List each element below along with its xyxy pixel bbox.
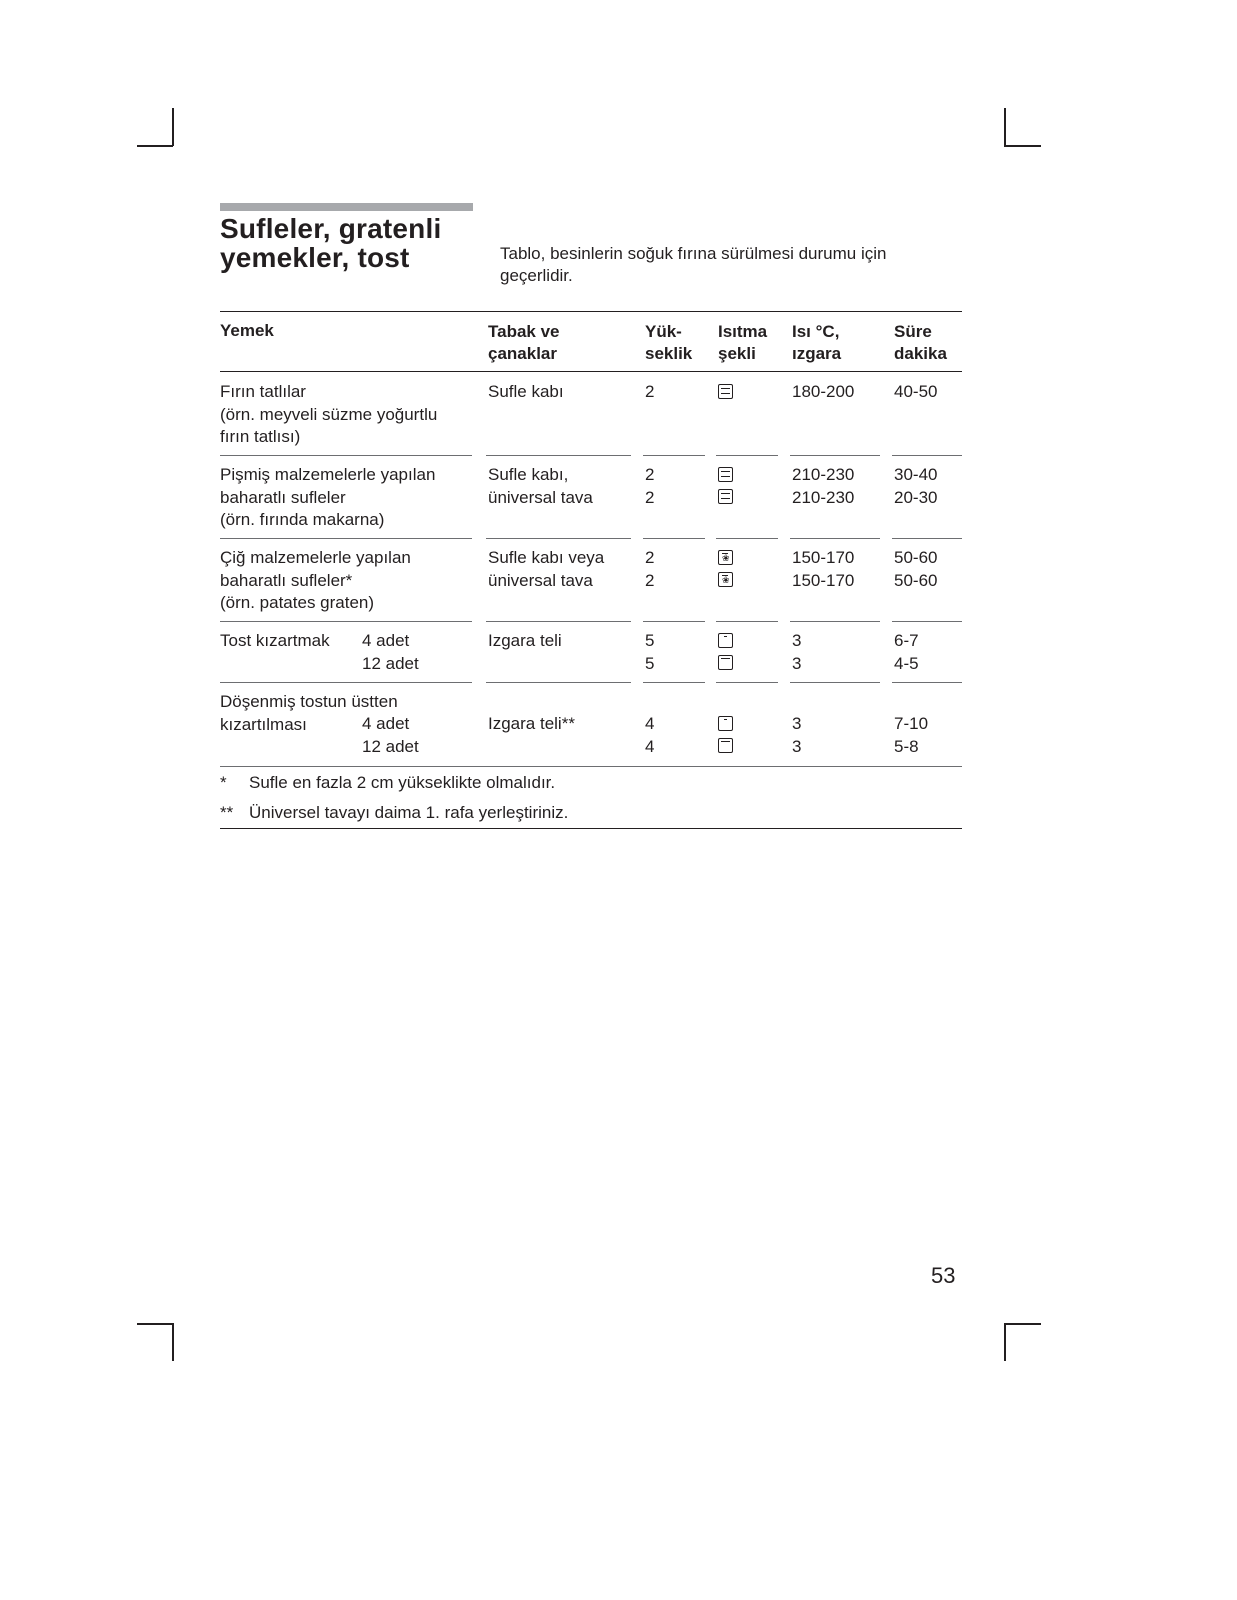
row2-rule-b [486, 538, 631, 539]
row2-rule-c [643, 538, 705, 539]
row2-sure: 30-40 20-30 [894, 465, 938, 507]
header-yukseklik: Yük- seklik [645, 322, 693, 363]
row1-rule-c [643, 455, 705, 456]
table-foot-rule [220, 766, 962, 767]
row1-rule-e [790, 455, 880, 456]
section-bar [220, 203, 473, 211]
footnote-1 [220, 772, 962, 794]
footnote-text: Sufle en fazla 2 cm yükseklikte olmalıdır. [249, 773, 556, 792]
row4-rule-a [220, 682, 472, 683]
row2-rule-a [220, 538, 472, 539]
row3-rule-d [716, 621, 778, 622]
row5-tabak: Izgara teli** [488, 714, 575, 733]
row1-yemek: Fırın tatlılar (örn. meyveli süzme yoğurtlu fırın tatlısı) [220, 382, 438, 446]
row3-rule-b [486, 621, 631, 622]
row1-yukseklik: 2 [645, 382, 655, 401]
header-yemek: Yemek [220, 321, 274, 340]
small-grill-icon [718, 716, 733, 731]
row3-yemek: Çiğ malzemelerle yapılan baharatlı sufleler* (örn. patates graten) [220, 548, 411, 612]
row2-rule-e [790, 538, 880, 539]
row2-yukseklik: 2 2 [645, 465, 655, 507]
row5-isi: 3 3 [792, 714, 802, 756]
hot-air-grill-icon: ❀ [718, 550, 733, 565]
footnote-text: Üniversel tavayı daima 1. rafa yerleştiriniz. [249, 803, 569, 822]
row4-rule-b [486, 682, 631, 683]
row4-rule-c [643, 682, 705, 683]
header-isi: Isı °C, ızgara [792, 322, 842, 363]
row4-sure: 6-7 4-5 [894, 631, 919, 673]
row2-rule-f [892, 538, 962, 539]
header-tabak: Tabak ve çanaklar [488, 322, 560, 363]
footnote-2 [220, 802, 962, 824]
row3-yukseklik: 2 2 [645, 548, 655, 590]
header-rule [220, 371, 962, 372]
large-grill-icon [718, 738, 733, 753]
crop-mark-top-left-h [137, 145, 173, 147]
row2-yemek: Pişmiş malzemelerle yapılan baharatlı sufleler (örn. fırında makarna) [220, 465, 436, 529]
row2-rule-d [716, 538, 778, 539]
row1-isi: 180-200 [792, 382, 855, 401]
row3-rule-f [892, 621, 962, 622]
row4-yemek: Tost kızartmak [220, 631, 330, 650]
top-bottom-heat-icon [718, 467, 733, 482]
table-top-rule [220, 311, 962, 312]
row5-qty: 4 adet 12 adet [362, 714, 419, 756]
crop-mark-bottom-left-h [137, 1323, 173, 1325]
hot-air-grill-icon: ❀ [718, 572, 733, 587]
table-bottom-rule [220, 828, 962, 829]
crop-mark-top-left-v [172, 108, 174, 146]
header-isitma: Isıtma şekli [718, 322, 768, 363]
row2-isi: 210-230 210-230 [792, 465, 855, 507]
crop-mark-bottom-left-v [172, 1323, 174, 1361]
row4-rule-f [892, 682, 962, 683]
row4-tabak: Izgara teli [488, 631, 562, 650]
row3-rule-a [220, 621, 472, 622]
row5-yukseklik: 4 4 [645, 714, 655, 756]
crop-mark-bottom-right-h [1004, 1323, 1041, 1325]
header-sure: Süre dakika [894, 322, 947, 363]
row5-sure: 7-10 5-8 [894, 714, 929, 756]
large-grill-icon [718, 655, 733, 670]
footnote-mark: ** [220, 803, 234, 822]
small-grill-icon [718, 633, 733, 648]
section-intro: Tablo, besinlerin soğuk fırına sürülmesi durumu için geçerlidir. [500, 244, 887, 285]
row5-yemek: Döşenmiş tostun üstten kızartılması [220, 692, 398, 734]
row4-rule-e [790, 682, 880, 683]
page-number: 53 [931, 1263, 956, 1288]
footnote-mark: * [220, 773, 227, 792]
row3-rule-e [790, 621, 880, 622]
row1-rule-d [716, 455, 778, 456]
top-bottom-heat-icon [718, 489, 733, 504]
crop-mark-top-right-v [1004, 108, 1006, 146]
row4-rule-d [716, 682, 778, 683]
row3-isi: 150-170 150-170 [792, 548, 855, 590]
row2-tabak: Sufle kabı, üniversal tava [488, 465, 593, 507]
row1-tabak: Sufle kabı [488, 382, 564, 401]
row4-yukseklik: 5 5 [645, 631, 655, 673]
crop-mark-bottom-right-v [1004, 1323, 1006, 1361]
top-bottom-heat-icon [718, 384, 733, 399]
row3-rule-c [643, 621, 705, 622]
crop-mark-top-right-h [1004, 145, 1041, 147]
row3-tabak: Sufle kabı veya üniversal tava [488, 548, 605, 590]
row4-qty: 4 adet 12 adet [362, 631, 419, 673]
row1-rule-a [220, 455, 472, 456]
section-title: Sufleler, gratenli yemekler, tost [220, 213, 442, 273]
row3-sure: 50-60 50-60 [894, 548, 938, 590]
row1-rule-b [486, 455, 631, 456]
row4-isi: 3 3 [792, 631, 802, 673]
row1-sure: 40-50 [894, 382, 938, 401]
row1-rule-f [892, 455, 962, 456]
